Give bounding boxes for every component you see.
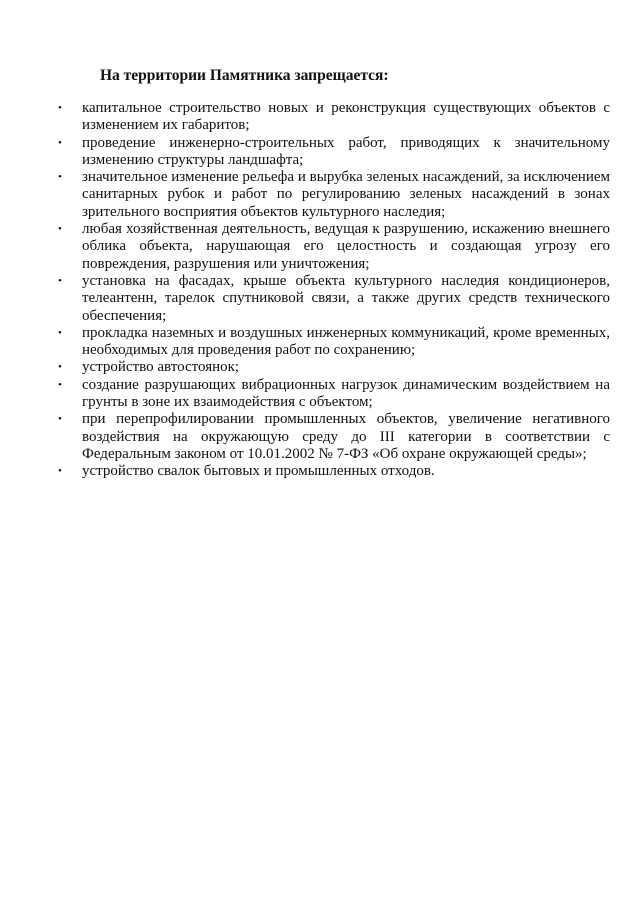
bullet-icon: • — [58, 223, 62, 236]
list-item — [58, 100, 610, 135]
bullet-icon: • — [58, 171, 62, 184]
list-item — [58, 463, 610, 480]
bullet-icon: • — [58, 326, 62, 339]
list-item-text: значительное изменение рельефа и вырубка зеленых насаждений, за исключением санитарных рубок и работ по регулированию зеленых насаждений в зонах зрительного восприятия объектов культурного наследия; — [82, 169, 610, 220]
list-item — [58, 411, 610, 463]
list-item-text: прокладка наземных и воздушных инженерных коммуникаций, кроме временных, необходимых для проведения работ по сохранению; — [82, 324, 610, 359]
bullet-icon: • — [58, 136, 62, 149]
bullet-icon: • — [58, 413, 62, 426]
list-item — [58, 169, 610, 221]
bullet-icon: • — [58, 102, 62, 114]
document-heading: На территории Памятника запрещается: — [100, 67, 389, 84]
list-item-text: устройство автостоянок; — [82, 359, 240, 376]
prohibitions-list — [58, 100, 610, 481]
list-item-text: установка на фасадах, крыше объекта культурного наследия кондиционеров, телеантенн, тарелок спутниковой связи, а также других средств технического обеспечения; — [82, 272, 610, 324]
list-item — [58, 221, 610, 273]
bullet-icon: • — [58, 465, 62, 478]
list-item — [58, 377, 610, 412]
list-item-text: любая хозяйственная деятельность, ведущая к разрушению, искажению внешнего облика объекта, нарушающая его целостность и создающая угрозу его повреждения, разрушения или уничтожения; — [82, 221, 610, 272]
list-item — [58, 273, 610, 325]
bullet-icon: • — [58, 274, 62, 287]
list-item — [58, 135, 610, 170]
list-item — [58, 325, 610, 360]
list-item-text: капитальное строительство новых и реконструкция существующих объектов с изменением их габаритов; — [82, 100, 610, 134]
list-item-text: устройство свалок бытовых и промышленных отходов. — [82, 463, 435, 480]
bullet-icon: • — [58, 361, 62, 374]
list-item — [58, 359, 610, 376]
list-item-text: при перепрофилировании промышленных объектов, увеличение негативного воздействия на окружающую среду до III категории в соответствии с Федеральным законом от 10.01.2002 № 7-ФЗ «Об охране окружающей среды»; — [82, 411, 610, 462]
list-item-text: проведение инженерно-строительных работ, приводящих к значительному изменению структуры ландшафта; — [82, 134, 610, 168]
bullet-icon: • — [58, 378, 62, 391]
list-item-text: создание разрушающих вибрационных нагрузок динамическим воздействием на грунты в зоне их взаимодействия с объектом; — [82, 376, 610, 411]
